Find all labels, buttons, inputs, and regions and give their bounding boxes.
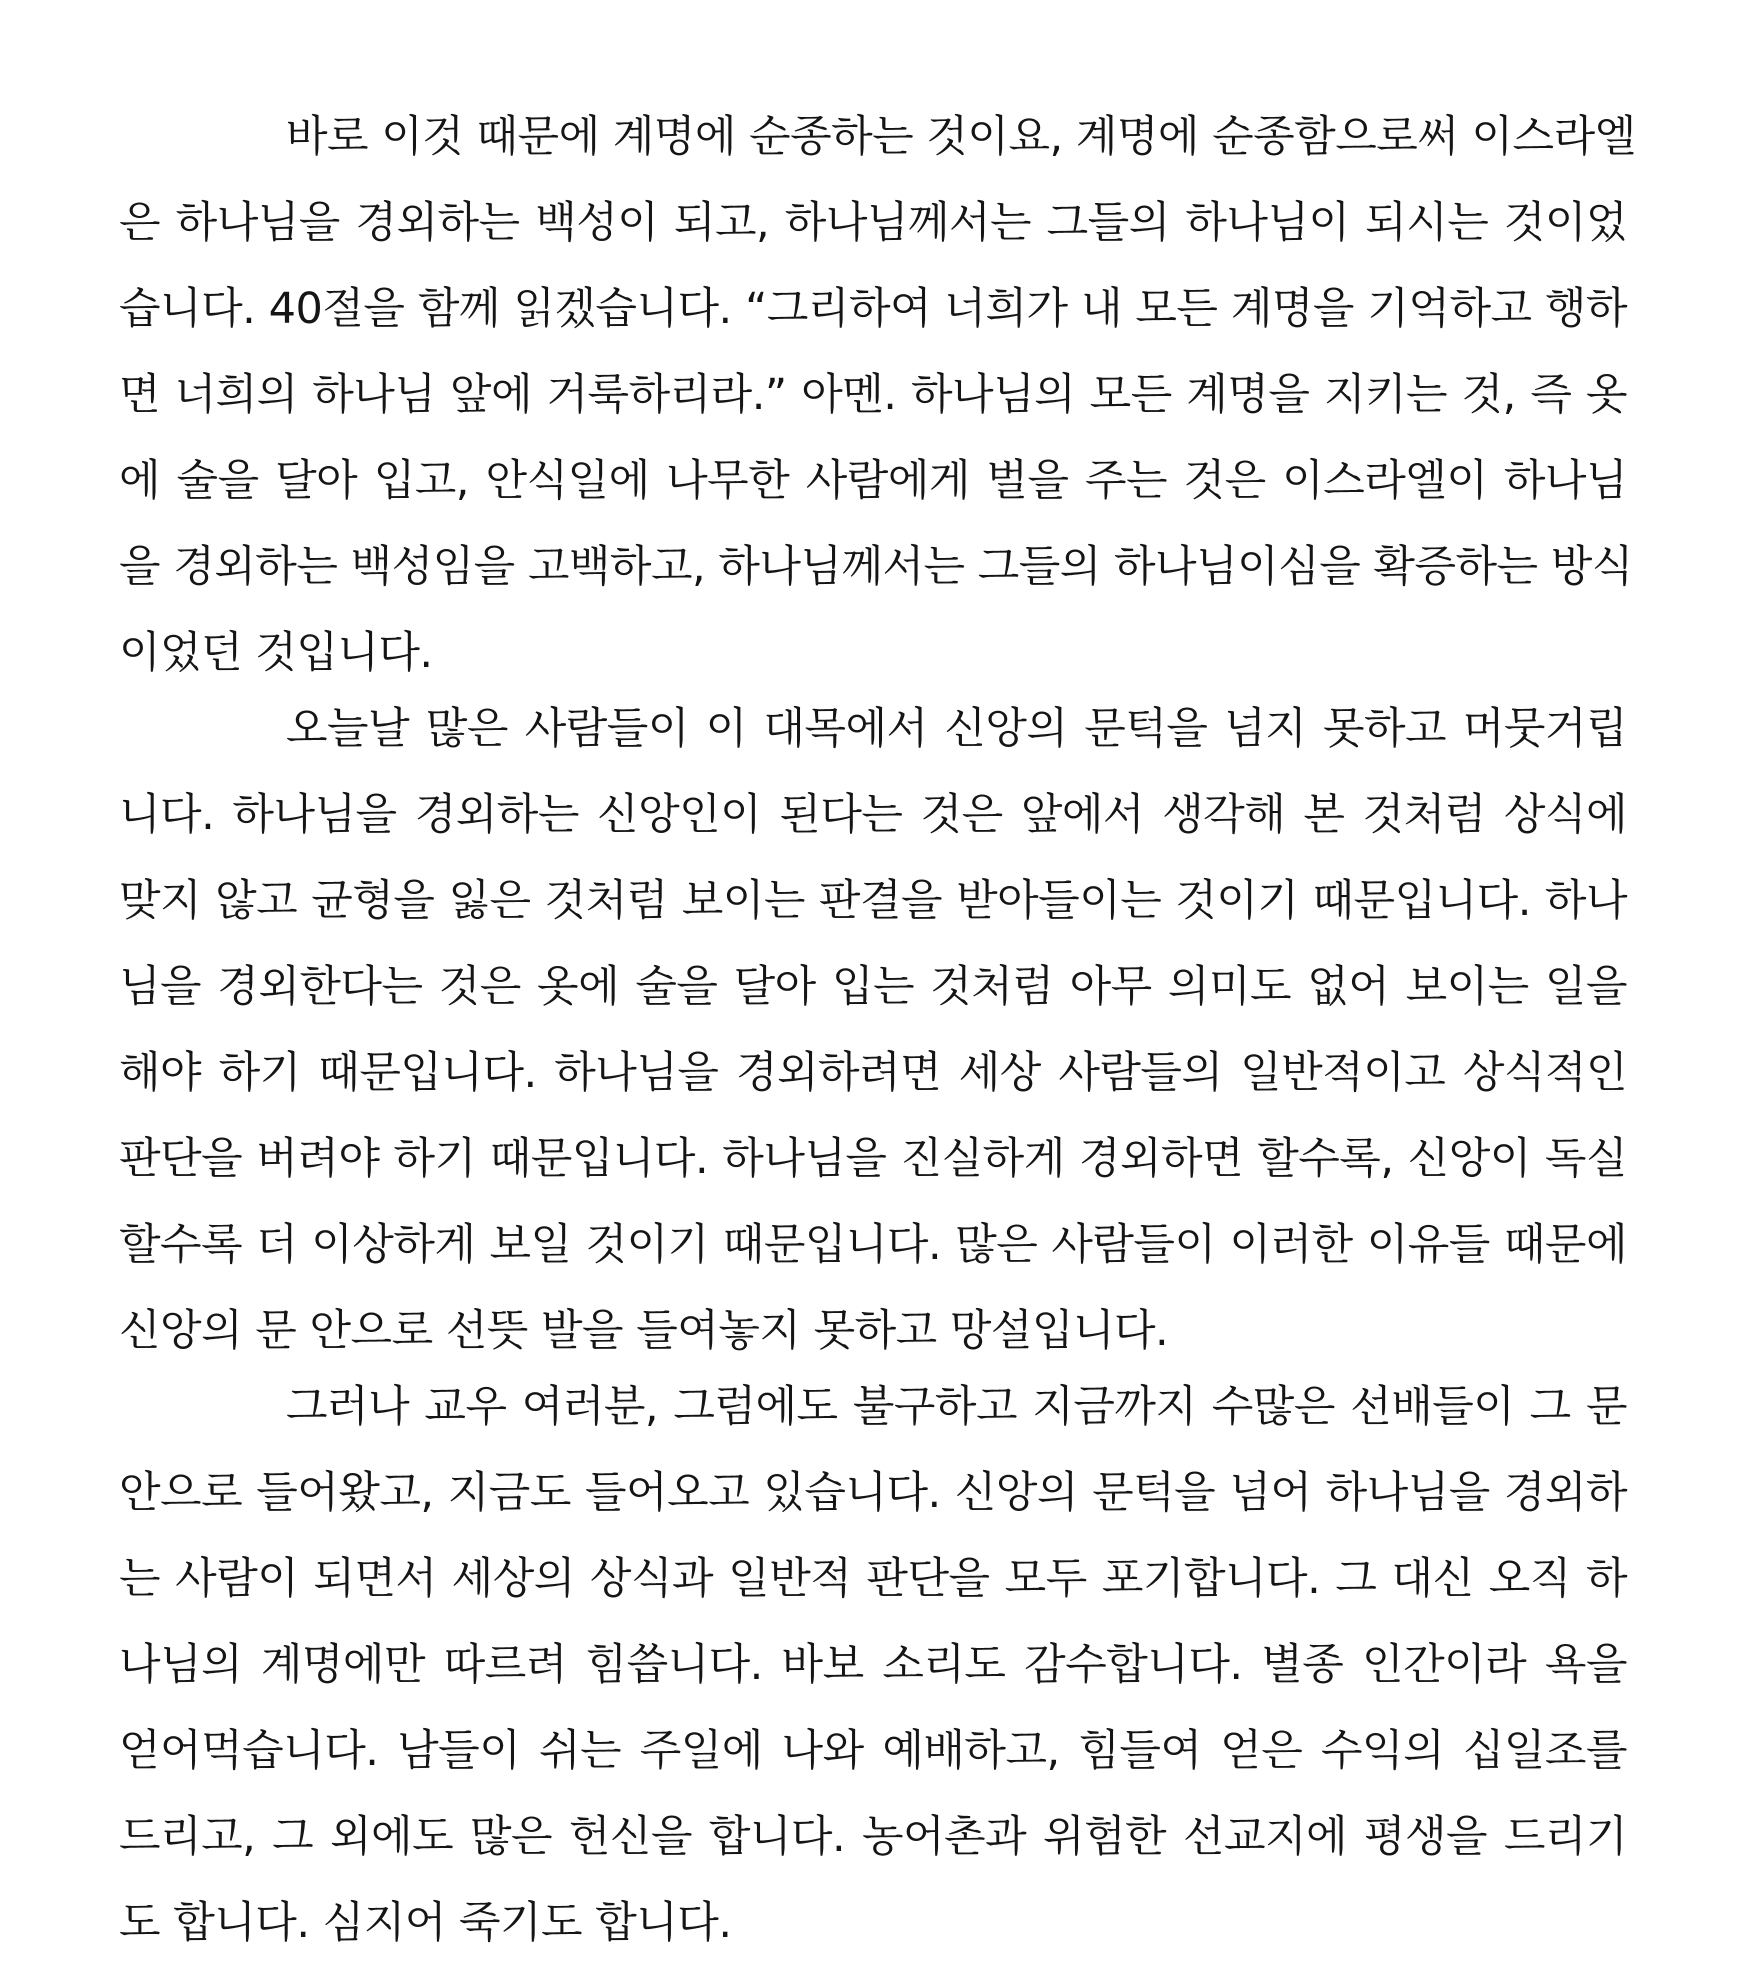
text-line: 그러나 교우 여러분, 그럼에도 불구하고 지금까지 수많은 선배들이 그 문 [286,1382,1627,1432]
text-line: 니다. 하나님을 경외하는 신앙인이 된다는 것은 앞에서 생각해 본 것처럼 상식에 [119,790,1627,840]
text-line: 해야 하기 때문입니다. 하나님을 경외하려면 세상 사람들의 일반적이고 상식적인 [119,1048,1627,1098]
text-line: 을 경외하는 백성임을 고백하고, 하나님께서는 그들의 하나님이심을 확증하는 방식 [119,542,1633,592]
text-line: 도 합니다. 심지어 죽기도 합니다. [119,1898,732,1948]
paragraph-1 [119,94,1636,696]
text-line: 바로 이것 때문에 계명에 순종하는 것이요, 계명에 순종함으로써 이스라엘 [286,112,1636,162]
text-line: 습니다. 40절을 함께 읽겠습니다. “그리하여 너희가 내 모든 계명을 기억하고 행하 [119,284,1627,334]
text-line: 안으로 들어왔고, 지금도 들어오고 있습니다. 신앙의 문턱을 넘어 하나님을 경외하 [119,1468,1627,1518]
text-line: 신앙의 문 안으로 선뜻 발을 들여놓지 못하고 망설입니다. [119,1306,1169,1356]
text-line: 오늘날 많은 사람들이 이 대목에서 신앙의 문턱을 넘지 못하고 머뭇거립 [286,704,1627,754]
text-line: 나님의 계명에만 따르려 힘씁니다. 바보 소리도 감수합니다. 별종 인간이라 욕을 [119,1640,1627,1690]
text-line: 면 너희의 하나님 앞에 거룩하리라.” 아멘. 하나님의 모든 계명을 지키는 것, 즉 옷 [119,370,1627,420]
text-line: 이었던 것입니다. [119,628,433,678]
text-line: 님을 경외한다는 것은 옷에 술을 달아 입는 것처럼 아무 의미도 없어 보이는 일을 [119,962,1627,1012]
text-line: 할수록 더 이상하게 보일 것이기 때문입니다. 많은 사람들이 이러한 이유들 때문에 [119,1220,1627,1270]
text-line: 은 하나님을 경외하는 백성이 되고, 하나님께서는 그들의 하나님이 되시는 것이었 [119,198,1627,248]
text-line: 드리고, 그 외에도 많은 헌신을 합니다. 농어촌과 위험한 선교지에 평생을 드리기 [119,1812,1627,1862]
text-line: 얻어먹습니다. 남들이 쉬는 주일에 나와 예배하고, 힘들여 얻은 수익의 십일조를 [119,1726,1627,1776]
text-line: 판단을 버려야 하기 때문입니다. 하나님을 진실하게 경외하면 할수록, 신앙이 독실 [119,1134,1627,1184]
text-line: 는 사람이 되면서 세상의 상식과 일반적 판단을 모두 포기합니다. 그 대신 오직 하 [119,1554,1627,1604]
paragraph-2 [119,686,1627,1374]
text-line: 에 술을 달아 입고, 안식일에 나무한 사람에게 벌을 주는 것은 이스라엘이 하나님 [119,456,1627,506]
paragraph-3 [119,1364,1627,1966]
text-line: 맞지 않고 균형을 잃은 것처럼 보이는 판결을 받아들이는 것이기 때문입니다. 하나 [119,876,1627,926]
